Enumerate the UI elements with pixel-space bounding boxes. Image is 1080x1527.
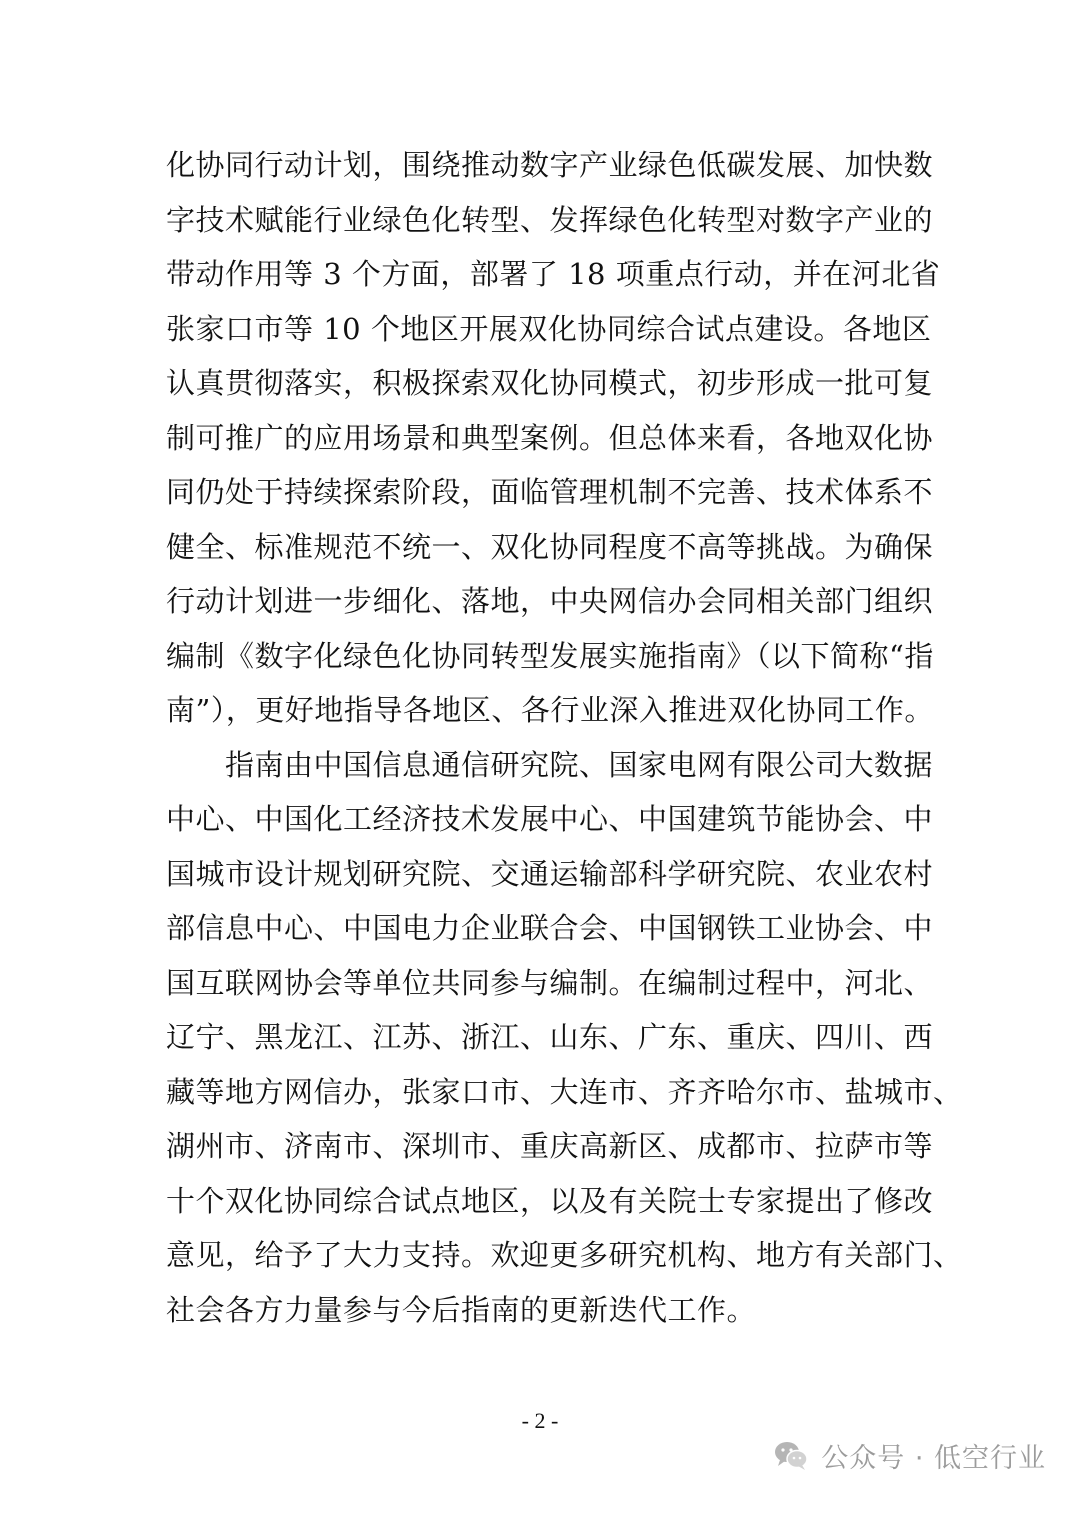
text-line: 南”），更好地指导各地区、各行业深入推进双化协同工作。 <box>166 693 934 727</box>
text-line: 中心、中国化工经济技术发展中心、中国建筑节能协会、中 <box>166 802 934 836</box>
wechat-icon <box>771 1435 811 1475</box>
text-line: 字技术赋能行业绿色化转型、发挥绿色化转型对数字产业的 <box>166 202 934 237</box>
text-line: 张家口市等 10 个地区开展双化协同综合试点建设。各地区 <box>166 311 932 346</box>
body-text <box>166 138 963 1337</box>
text-line: 国互联网协会等单位共同参与编制。在编制过程中，河北、 <box>166 965 934 1000</box>
text-line: 辽宁、黑龙江、江苏、浙江、山东、广东、重庆、四川、西 <box>166 1020 934 1054</box>
text-line: 十个双化协同综合试点地区，以及有关院士专家提出了修改 <box>166 1183 934 1218</box>
text-line: 国城市设计规划研究院、交通运输部科学研究院、农业农村 <box>166 856 934 891</box>
text-line: 同仍处于持续探索阶段，面临管理机制不完善、技术体系不 <box>166 475 934 509</box>
watermark <box>771 1433 1046 1477</box>
text-line: 藏等地方网信办，张家口市、大连市、齐齐哈尔市、盐城市、 <box>166 1074 963 1109</box>
text-line: 带动作用等 3 个方面，部署了 18 项重点行动，并在河北省 <box>166 257 941 291</box>
watermark-text: 公众号 · 低空行业 <box>821 1442 1046 1474</box>
text-line: 编制《数字化绿色化协同转型发展实施指南》（以下简称“指 <box>166 638 934 673</box>
text-line: 化协同行动计划，围绕推动数字产业绿色低碳发展、加快数 <box>166 148 934 182</box>
text-line: 部信息中心、中国电力企业联合会、中国钢铁工业协会、中 <box>166 911 934 945</box>
text-line: 社会各方力量参与今后指南的更新迭代工作。 <box>166 1292 757 1327</box>
text-line: 意见，给予了大力支持。欢迎更多研究机构、地方有关部门、 <box>166 1238 963 1272</box>
page-number: - 2 - <box>521 1408 559 1433</box>
text-line: 认真贯彻落实，积极探索双化协同模式，初步形成一批可复 <box>166 366 934 400</box>
text-line: 指南由中国信息通信研究院、国家电网有限公司大数据 <box>166 747 934 782</box>
text-line: 制可推广的应用场景和典型案例。但总体来看，各地双化协 <box>166 420 934 455</box>
text-line: 健全、标准规范不统一、双化协同程度不高等挑战。为确保 <box>166 529 934 564</box>
text-line: 湖州市、济南市、深圳市、重庆高新区、成都市、拉萨市等 <box>166 1129 934 1163</box>
text-line: 行动计划进一步细化、落地，中央网信办会同相关部门组织 <box>166 584 934 618</box>
